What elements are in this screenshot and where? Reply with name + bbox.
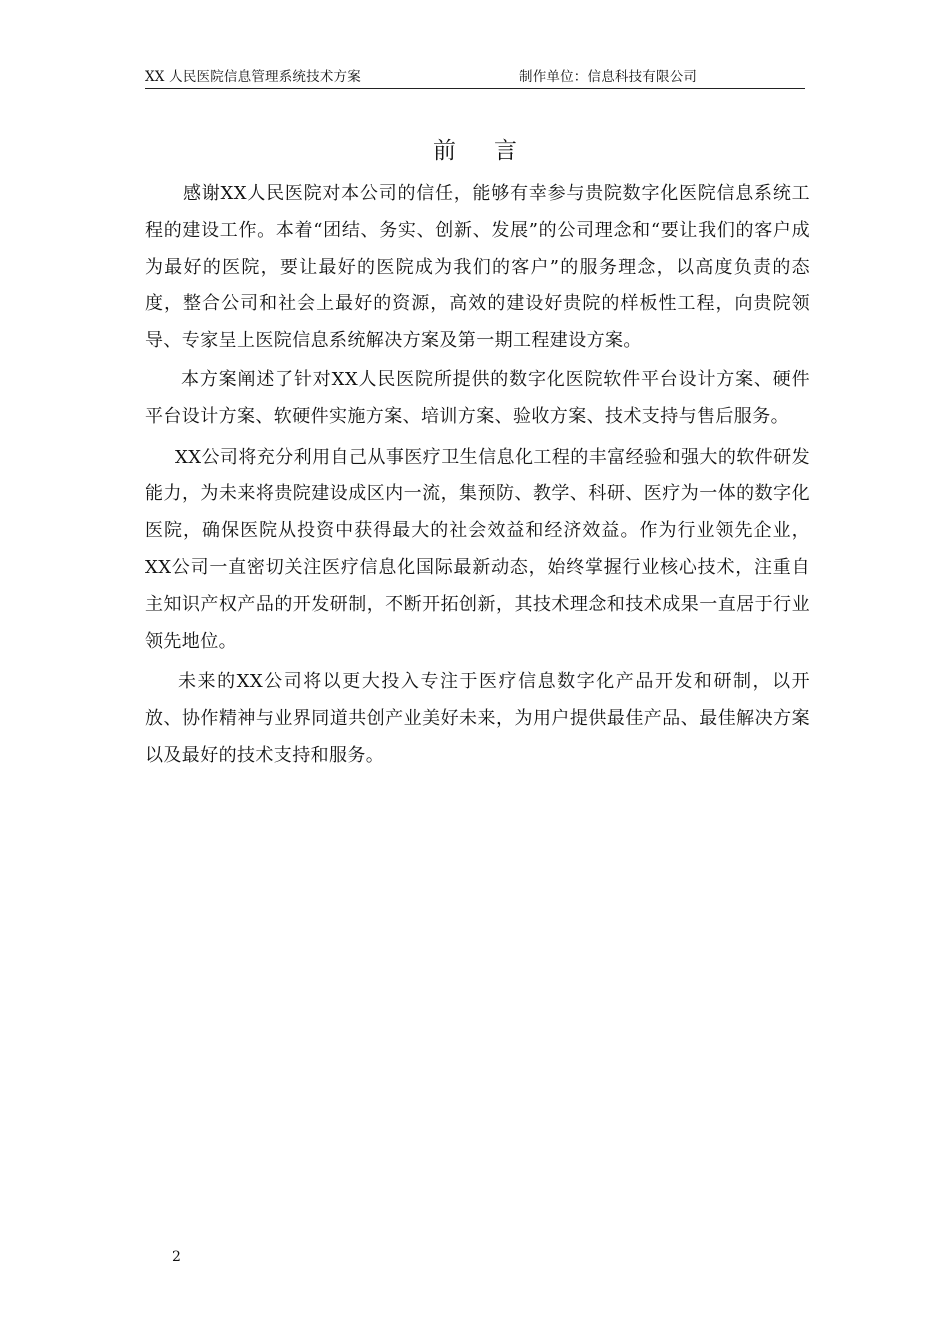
page-title [0, 133, 950, 169]
paragraph-3: XX公司将充分利用自己从事医疗卫生信息化工程的丰富经验和强大的软件研发能力，为未来将贵院建设成区内一流，集预防、教学、科研、医疗为一体的数字化医院，确保医院从投资中获得最大的社会效益和经济效益。作为行业领先企业，XX公司一直密切关注医疗信息化国际最新动态，始终掌握行业核心技术，注重自主知识产权产品的开发研制，不断开拓创新，其技术理念和技术成果一直居于行业领先地位。 [145, 446, 810, 652]
header-document-title: XX 人民医院信息管理系统技术方案 [145, 69, 361, 85]
paragraph-2: 本方案阐述了针对XX人民医院所提供的数字化医院软件平台设计方案、硬件平台设计方案、软硬件实施方案、培训方案、验收方案、技术支持与售后服务。 [145, 368, 810, 427]
header-producer: 制作单位：信息科技有限公司 [519, 69, 698, 85]
preface-body [145, 176, 810, 775]
page-title-char-1: 前 [433, 138, 456, 164]
paragraph-1: 感谢XX人民医院对本公司的信任，能够有幸参与贵院数字化医院信息系统工程的建设工作。本着“团结、务实、创新、发展”的公司理念和“要让我们的客户成为最好的医院，要让最好的医院成为我们的客户”的服务理念，以高度负责的态度，整合公司和社会上最好的资源，高效的建设好贵院的样板性工程，向贵院领导、专家呈上医院信息系统解决方案及第一期工程建设方案。 [145, 183, 810, 352]
page-number: 2 [172, 1249, 181, 1265]
page-title-char-2: 言 [494, 138, 517, 164]
page-header [145, 66, 805, 89]
paragraph-4: 未来的XX公司将以更大投入专注于医疗信息数字化产品开发和研制，以开放、协作精神与业界同道共创产业美好未来，为用户提供最佳产品、最佳解决方案以及最好的技术支持和服务。 [145, 671, 810, 766]
